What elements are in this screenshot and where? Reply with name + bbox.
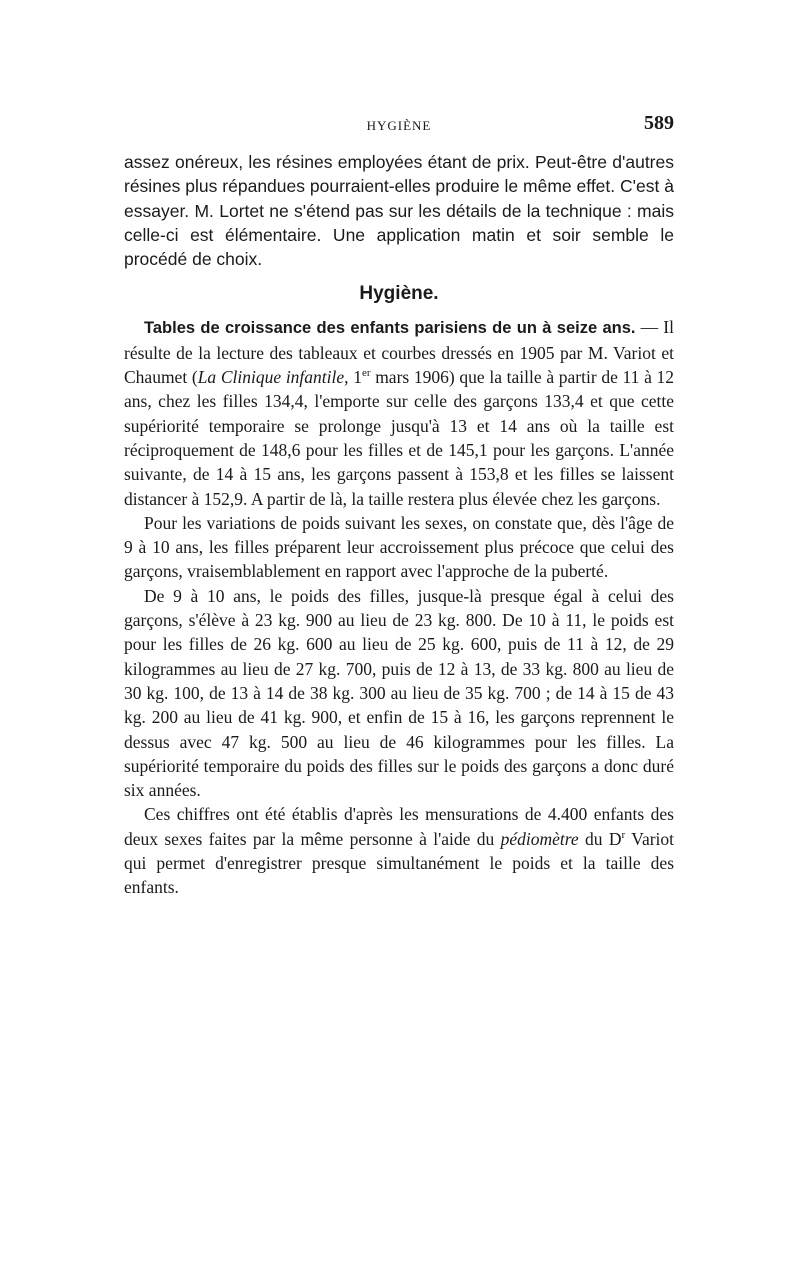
page-number: 589 [644,112,674,134]
p1-text-a: — Il résulte de la lecture des tableaux et courbes dressés en 1905 par M. Variot et Chaumet ( [124,317,674,388]
p1-text-b: 1 [348,367,362,388]
p1-superscript: er [361,367,371,380]
article-paragraph-2: Pour les variations de poids suivant les sexes, on constate que, dès l'âge de 9 à 10 ans, les filles préparent leur accroissement plus précoce que celui des garçons, vraisemblablement en rapport avec l'approche de la puberté. [124,512,674,582]
p1-text-c: mars 1906) que la taille à partir de 11 à 12 ans, chez les filles 134,4, l'emporte sur celle des garçons 133,4 et que cette supériorité temporaire se prolonge jusqu'à 13 et 14 ans où la taille est réciproquement de 148,6 pour les filles et de 145,1 pour les garçons. L'année suivante, de 14 à 15 ans, les garçons passent à 153,8 et les filles se laissent distancer à 152,9. A partir de là, la taille restera plus élevée chez les garçons. [124,367,675,509]
p4-text-c: Variot qui permet d'enregistrer presque simultanément le poids et la taille des enfants. [124,828,675,898]
p4-superscript: r [621,828,626,841]
intro-paragraph: assez onéreux, les résines employées étant de prix. Peut-être d'autres résines plus répandues pourraient-elles produire le même effet. C'est à essayer. M. Lortet ne s'étend pas sur les détails de la technique : mais celle-ci est élémentaire. Une application matin et soir semble le procédé de choix. [124,152,674,270]
p4-text-a: Ces chiffres ont été établis d'après les mensurations de 4.400 enfants des deux sexes faites par la même personne à l'aide du [124,804,674,849]
article-paragraph-3: De 9 à 10 ans, le poids des filles, jusque-là presque égal à celui des garçons, s'élève à 23 kg. 900 au lieu de 23 kg. 800. De 10 à 11, le poids est pour les filles de 26 kg. 600 au lieu de 25 kg. 600, puis de 11 à 12, de 29 kilogrammes au lieu de 27 kg. 700, puis de 12 à 13, de 33 kg. 800 au lieu de 30 kg. 100, de 13 à 14 de 38 kg. 300 au lieu de 35 kg. 700 ; de 14 à 15 de 43 kg. 200 au lieu de 41 kg. 900, et enfin de 15 à 16, les garçons reprennent le dessus avec 47 kg. 500 au lieu de 46 kilogrammes pour les filles. La supériorité temporaire du poids des filles sur le poids des garçons a donc duré six années. [124,585,674,801]
article-lead-title: Tables de croissance des enfants parisiens de un à seize ans. [144,319,636,338]
article-paragraph-4 [124,802,674,899]
article-paragraph-1 [124,315,674,510]
book-page [124,112,674,900]
section-heading: Hygiène. [359,283,439,305]
running-title: HYGIÈNE [366,118,432,133]
p4-text-b: du D [578,828,622,849]
running-head [124,112,674,142]
journal-title: La Clinique infantile, [197,367,349,388]
instrument-name: pédiomètre [500,828,579,849]
